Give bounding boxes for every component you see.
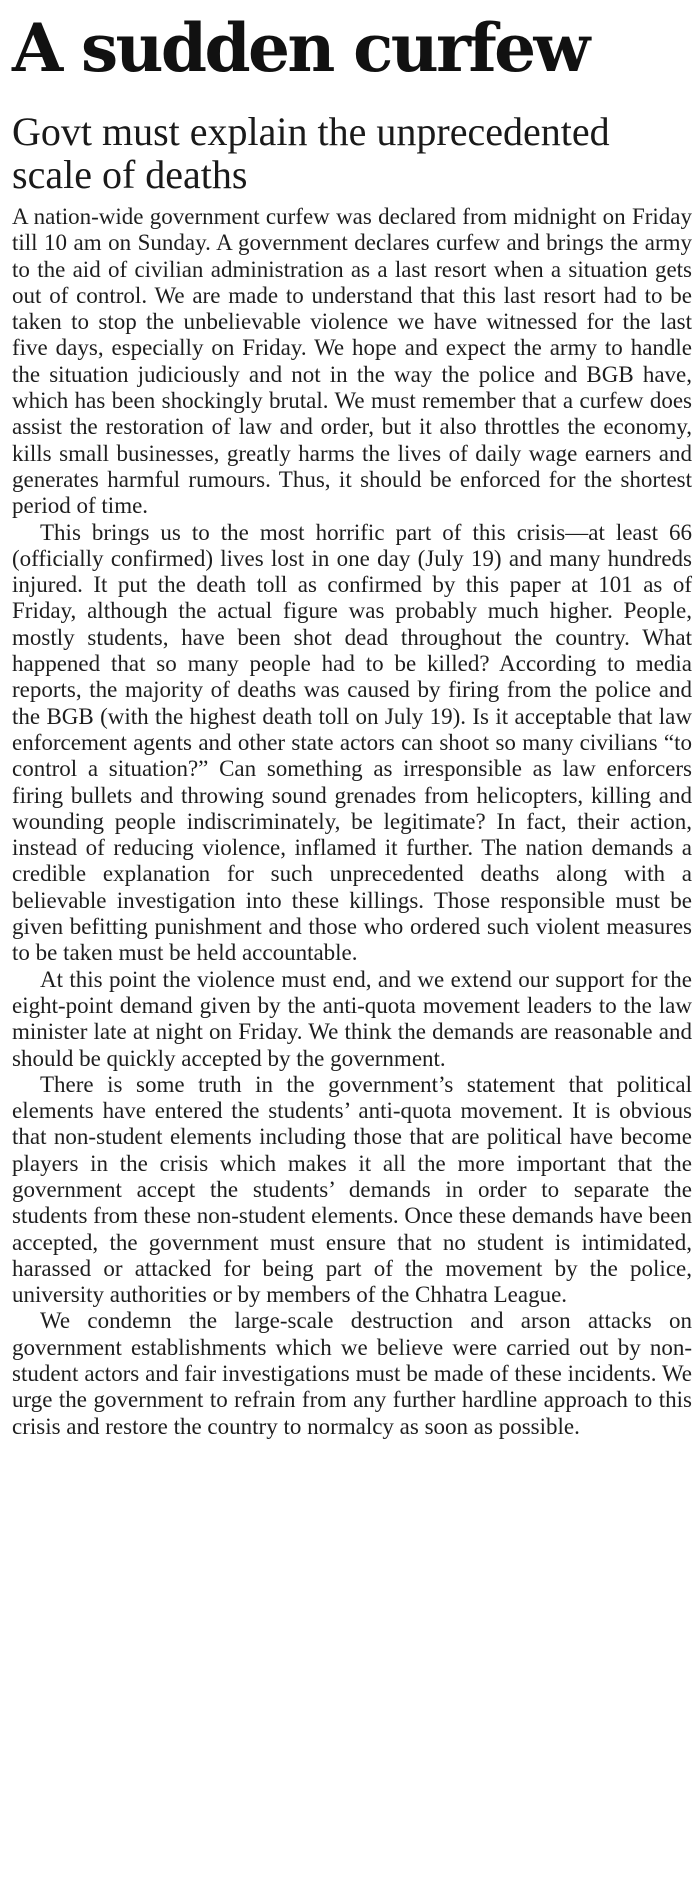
headline: A sudden curfew [12,9,588,87]
subheadline: Govt must explain the unprecedented scale of deaths [12,109,610,197]
article-body [12,204,692,1440]
body-paragraph-2: This brings us to the most horrific part of this crisis—at least 66 (officially confirmed) lives lost in one day (July 19) and many hundreds injured. It put the death toll as confirmed by this paper at 101 as of Friday, although the actual figure was probably much higher. People, mostly students, have been shot dead throughout the country. What happened that so many people had to be killed? According to media reports, the majority of deaths was caused by firing from the police and the BGB (with the highest death toll on July 19). Is it acceptable that law enforcement agents and other state actors can shoot so many civilians “to control a situation?” Can something as irresponsible as law enforcers firing bullets and throwing sound grenades from helicopters, killing and wounding people indiscriminately, be legitimate? In fact, their action, instead of reducing violence, inflamed it further. The nation demands a credible explanation for such unprecedented deaths along with a believable investigation into these killings. Those responsible must be given befitting punishment and those who ordered such violent measures to be taken must be held accountable. [12,519,692,966]
body-paragraph-4: There is some truth in the government’s statement that political elements have entered the students’ anti-quota movement. It is obvious that non-student elements including those that are political have become players in the crisis which makes it all the more important that the government accept the students’ demands in order to separate the students from these non-student elements. Once these demands have been accepted, the government must ensure that no student is intimidated, harassed or attacked for being part of the movement by the police, university authorities or by members of the Chhatra League. [12,1071,692,1308]
body-paragraph-1: A nation-wide government curfew was declared from midnight on Friday till 10 am on Sunday. A government declares curfew and brings the army to the aid of civilian administration as a last resort when a situation gets out of control. We are made to understand that this last resort had to be taken to stop the unbelievable violence we have witnessed for the last five days, especially on Friday. We hope and expect the army to handle the situation judiciously and not in the way the police and BGB have, which has been shockingly brutal. We must remember that a curfew does assist the restoration of law and order, but it also throttles the economy, kills small businesses, greatly harms the lives of daily wage earners and generates harmful rumours. Thus, it should be enforced for the shortest period of time. [12,204,692,519]
body-paragraph-3: At this point the violence must end, and we extend our support for the eight-point demand given by the anti-quota movement leaders to the law minister late at night on Friday. We think the demands are reasonable and should be quickly accepted by the government. [12,966,692,1071]
body-paragraph-5: We condemn the large-scale destruction and arson attacks on government establishments which we believe were carried out by non-student actors and fair investigations must be made of these incidents. We urge the government to refrain from any further hardline approach to this crisis and restore the country to normalcy as soon as possible. [12,1308,692,1439]
